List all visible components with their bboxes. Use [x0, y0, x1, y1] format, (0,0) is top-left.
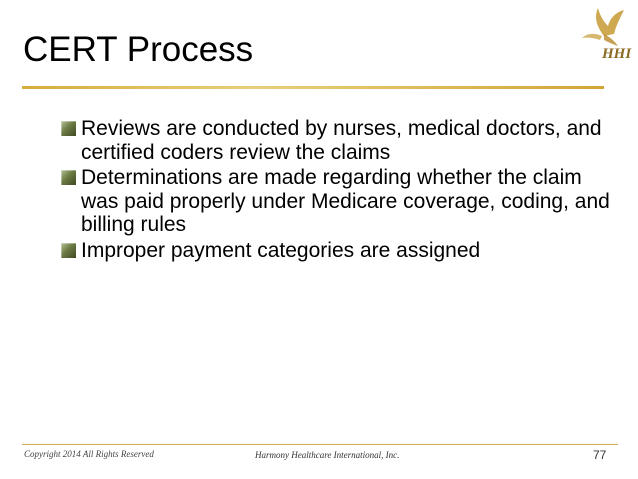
bullet-list: [61, 117, 621, 264]
bullet-text: Determinations are made regarding whether the claim was paid properly under Medicare coverage, coding, and billing rules: [81, 166, 610, 236]
slide-title: CERT Process: [23, 30, 254, 69]
bullet-square-icon: [61, 170, 76, 185]
footer-company: Harmony Healthcare International, Inc.: [255, 450, 400, 460]
bullet-square-icon: [61, 243, 76, 258]
bullet-square-icon: [61, 121, 76, 136]
footer-divider: [22, 444, 618, 445]
company-logo: [574, 6, 634, 68]
page-number: 77: [593, 448, 607, 462]
footer-copyright: Copyright 2014 All Rights Reserved: [24, 449, 154, 459]
bullet-text: Improper payment categories are assigned: [81, 238, 481, 262]
bullet-item: [61, 239, 621, 263]
bullet-item: [61, 117, 621, 164]
logo-text: HHI: [602, 46, 632, 62]
dove-icon: [574, 6, 634, 68]
title-divider: [22, 86, 604, 89]
bullet-text: Reviews are conducted by nurses, medical doctors, and certified coders review the claims: [81, 117, 602, 164]
bullet-item: [61, 166, 621, 237]
